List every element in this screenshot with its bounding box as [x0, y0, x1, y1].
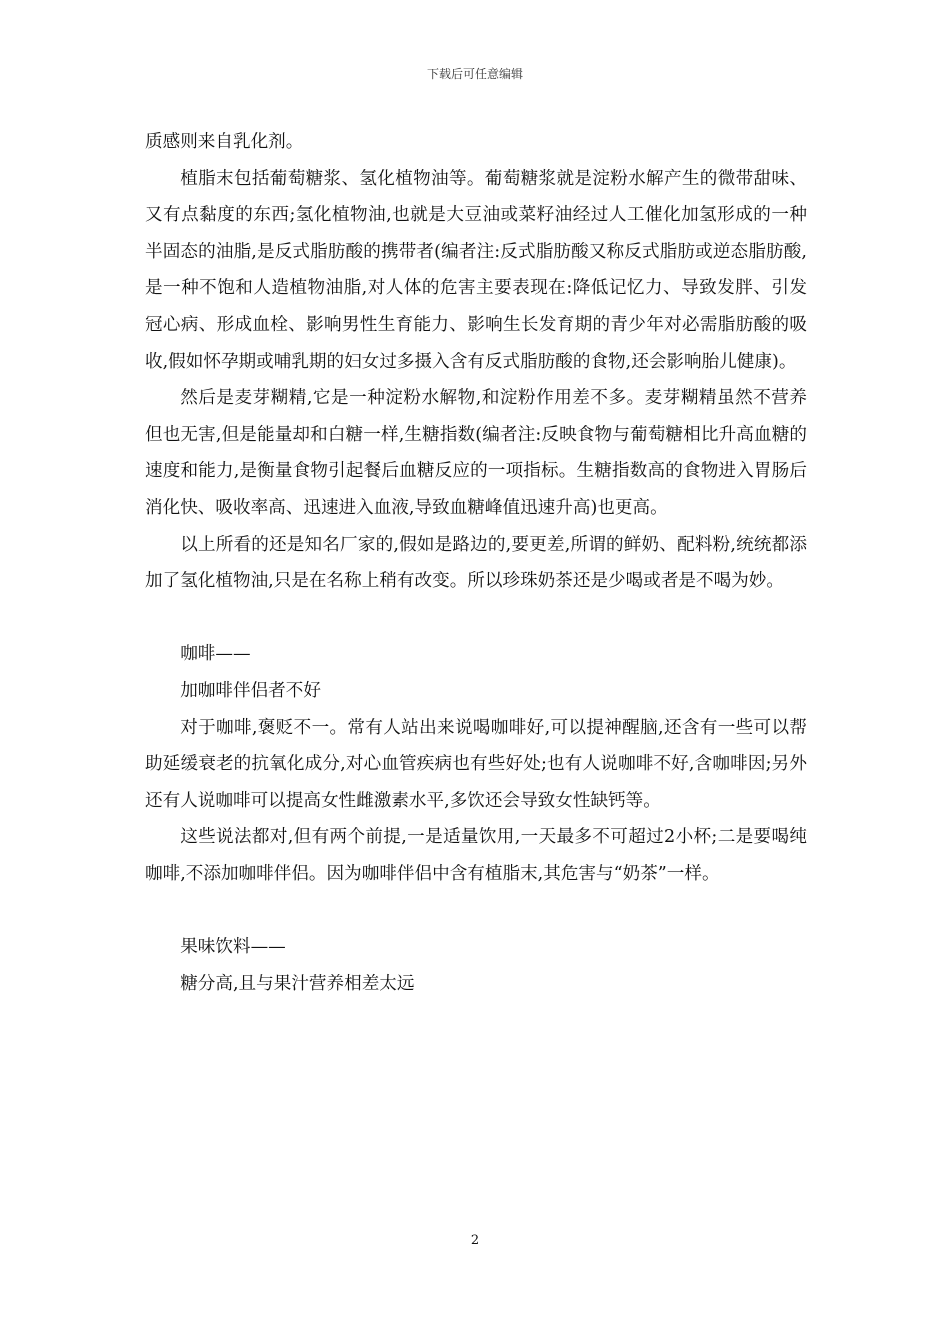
paragraph-continuation: 质感则来自乳化剂。 — [145, 132, 304, 152]
page-header: 下载后可任意编辑 — [426, 67, 523, 81]
section-heading-coffee: 咖啡—— — [180, 644, 251, 665]
section-heading-fruit-drinks: 果味饮料—— — [180, 937, 286, 958]
paragraph-maltodextrin: 然后是麦芽糊精,它是一种淀粉水解物,和淀粉作用差不多。麦芽糊精虽然不营养但也无害,但是能量却和白糖一样,生糖指数(编者注:反映食物与葡萄糖相比升高血糖的速度和能力,是衡量食物引起餐后血糖反应的一项指标。生糖指数高的食物进入胃肠后消化快、吸收率高、迅速进入血液,导致血糖峰值迅速升高)也更高。 — [145, 388, 807, 518]
paragraph-coffee-opinions: 对于咖啡,褒贬不一。常有人站出来说喝咖啡好,可以提神醒脑,还含有一些可以帮助延缓衰老的抗氧化成分,对心血管疾病也有些好处;也有人说咖啡不好,含咖啡因;另外还有人说咖啡可以提高女性雌激素水平,多饮还会导致女性缺钙等。 — [145, 717, 807, 811]
paragraph-coffee-premises: 这些说法都对,但有两个前提,一是适量饮用,一天最多不可超过2小杯;二是要喝纯咖啡,不添加咖啡伴侣。因为咖啡伴侣中含有植脂末,其危害与“奶茶”一样。 — [145, 827, 807, 884]
page-number: 2 — [470, 1233, 480, 1248]
document-body — [145, 124, 807, 1002]
section-gap — [145, 600, 807, 637]
section-subheading-fruit-drinks: 糖分高,且与果汁营养相差太远 — [180, 973, 415, 994]
paragraph-non-dairy-creamer: 植脂末包括葡萄糖浆、氢化植物油等。葡萄糖浆就是淀粉水解产生的微带甜味、又有点黏度的东西;氢化植物油,也就是大豆油或菜籽油经过人工催化加氢形成的一种半固态的油脂,是反式脂肪酸的携带者(编者注:反式脂肪酸又称反式脂肪或逆态脂肪酸,是一种不饱和人造植物油脂,对人体的危害主要表现在:降低记忆力、导致发胖、引发冠心病、形成血栓、影响男性生育能力、影响生长发育期的青少年对必需脂肪酸的吸收,假如怀孕期或哺乳期的妇女过多摄入含有反式脂肪酸的食物,还会影响胎儿健康)。 — [145, 168, 807, 372]
section-gap — [145, 892, 807, 929]
paragraph-roadside-milk-tea: 以上所看的还是知名厂家的,假如是路边的,要更差,所谓的鲜奶、配料粉,统统都添加了氢化植物油,只是在名称上稍有改变。所以珍珠奶茶还是少喝或者是不喝为妙。 — [145, 534, 807, 592]
section-subheading-coffee: 加咖啡伴侣者不好 — [180, 680, 321, 701]
